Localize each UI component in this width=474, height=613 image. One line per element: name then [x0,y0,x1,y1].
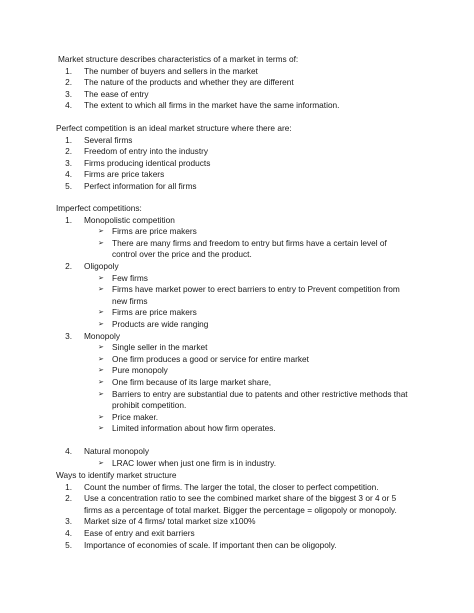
arrow-bullet-icon: ➢ [98,424,104,433]
section-intro: Imperfect competitions: [56,203,142,213]
section-perfect-competition [0,123,474,193]
section-intro: Market structure describes characteristics of a market in terms of: [58,54,299,64]
section-intro: Ways to identify market structure [56,470,177,480]
bullet-item: ➢ Few firms [98,272,148,283]
list-item: 4. The extent to which all firms in the market have the same information. [65,100,340,111]
arrow-bullet-icon: ➢ [98,343,104,352]
section-market-structure [0,54,474,112]
list-continuation: firms as a percentage of total market. Bigger the percentage = oligopoly or monopoly. [84,504,397,515]
list-item: 5. Importance of economies of scale. If important then can be oligopoly. [65,539,337,550]
section-imperfect-competition [0,203,474,470]
bullet-item: ➢ Limited information about how firm operates. [98,423,276,434]
bullet-item: ➢ There are many firms and freedom to entry but firms have a certain level of [98,237,387,248]
bullet-continuation: control over the price and the product. [112,249,252,260]
bullet-item: ➢ Products are wide ranging [98,318,209,329]
group-title: 1. Monopolistic competition [65,214,175,225]
arrow-bullet-icon: ➢ [98,308,104,317]
list-item: 1. Count the number of firms. The larger the total, the closer to perfect competition. [65,481,379,492]
arrow-bullet-icon: ➢ [98,227,104,236]
list-item: 2. Use a concentration ratio to see the combined market share of the biggest 3 or 4 or 5 [65,493,397,504]
group-title: 3. Monopoly [65,330,120,341]
bullet-continuation: prohibit competition. [112,400,187,411]
section-intro: Perfect competition is an ideal market structure where there are: [56,123,292,133]
arrow-bullet-icon: ➢ [98,285,104,294]
list-item: 2. The nature of the products and whether they are different [65,77,294,88]
arrow-bullet-icon: ➢ [98,319,104,328]
arrow-bullet-icon: ➢ [98,377,104,386]
list-item: 4. Ease of entry and exit barriers [65,527,195,538]
bullet-continuation: new firms [112,295,148,306]
list-item: 1. Several firms [65,134,133,145]
group-title: 2. Oligopoly [65,260,119,271]
list-item: 4. Firms are price takers [65,169,165,180]
arrow-bullet-icon: ➢ [98,412,104,421]
arrow-bullet-icon: ➢ [98,273,104,282]
list-item: 2. Freedom of entry into the industry [65,146,209,157]
bullet-item: ➢ Firms have market power to erect barriers to entry to Prevent competition from [98,284,400,295]
bullet-item: ➢ One firm produces a good or service for entire market [98,353,309,364]
list-item: 3. Market size of 4 firms/ total market size x100% [65,516,256,527]
list-item: 3. Firms producing identical products [65,157,211,168]
arrow-bullet-icon: ➢ [98,459,104,468]
arrow-bullet-icon: ➢ [98,366,104,375]
bullet-item: ➢ Single seller in the market [98,342,208,353]
bullet-item: ➢ LRAC lower when just one firm is in industry. [98,458,277,469]
bullet-item: ➢ Barriers to entry are substantial due to patents and other restrictive methods that [98,388,408,399]
bullet-item: ➢ Price maker. [98,411,159,422]
list-item: 1. The number of buyers and sellers in the market [65,65,258,76]
list-item: 5. Perfect information for all firms [65,180,197,191]
bullet-item: ➢ Pure monopoly [98,365,168,376]
bullet-item: ➢ One firm because of its large market share, [98,376,272,387]
bullet-item: ➢ Firms are price makers [98,307,197,318]
arrow-bullet-icon: ➢ [98,238,104,247]
bullet-item: ➢ Firms are price makers [98,226,197,237]
arrow-bullet-icon: ➢ [98,389,104,398]
list-item: 3. The ease of entry [65,88,149,99]
arrow-bullet-icon: ➢ [98,354,104,363]
group-title: 4. Natural monopoly [65,446,150,457]
section-identify-market-structure [0,470,474,551]
